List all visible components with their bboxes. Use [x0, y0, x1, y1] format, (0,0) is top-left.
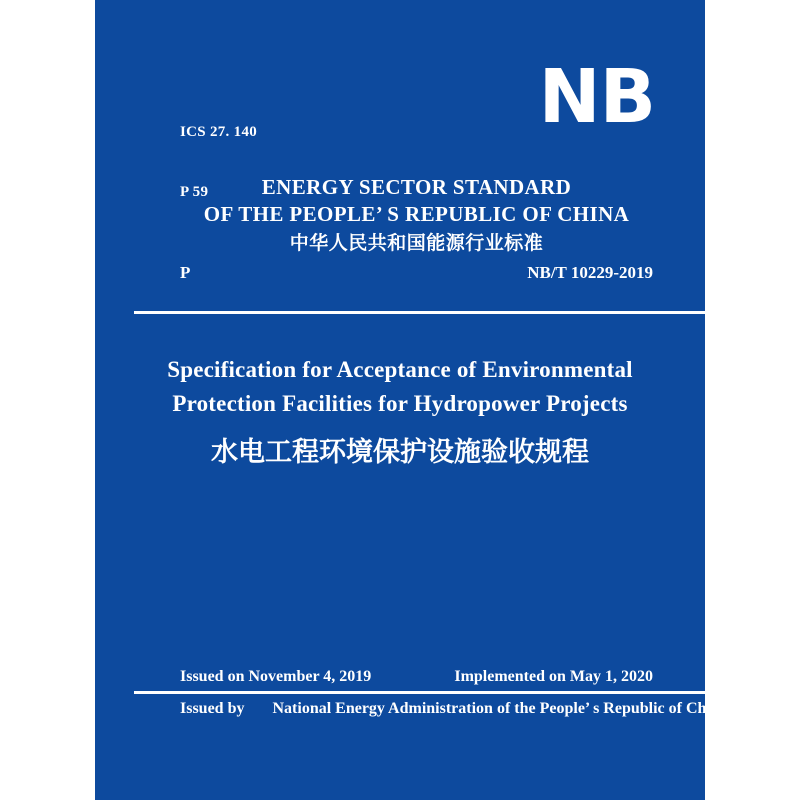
top-divider-rule [134, 311, 705, 314]
title-english-line-2: Protection Facilities for Hydropower Projects [172, 391, 628, 416]
class-letter: P [180, 263, 191, 282]
issuer-label: Issued by [180, 700, 245, 717]
header-line-chinese: 中华人民共和国能源行业标准 [289, 232, 544, 254]
dates-row [180, 667, 653, 687]
implemented-date: Implemented on May 1, 2020 [454, 668, 653, 685]
header-line-2: OF THE PEOPLE’ S REPUBLIC OF CHINA [203, 202, 630, 226]
issuer-name: National Energy Administration of the People’ s Republic of China [272, 700, 728, 717]
ics-code: ICS 27. 140 [180, 124, 258, 140]
issued-date: Issued on November 4, 2019 [180, 668, 372, 685]
cover-page [95, 0, 728, 800]
standard-header [180, 174, 653, 255]
nb-logo: NB [538, 54, 655, 140]
title-block [95, 353, 705, 469]
standard-number: NB/T 10229-2019 [527, 263, 653, 282]
bottom-divider-rule [134, 691, 705, 694]
classification-code: P 59 [180, 184, 209, 200]
title-english-line-1: Specification for Acceptance of Environmental [167, 357, 633, 382]
standard-code-row [180, 263, 653, 283]
title-chinese: 水电工程环境保护设施验收规程 [211, 437, 589, 467]
issuer-row [180, 699, 728, 719]
header-line-1: ENERGY SECTOR STANDARD [261, 175, 572, 199]
